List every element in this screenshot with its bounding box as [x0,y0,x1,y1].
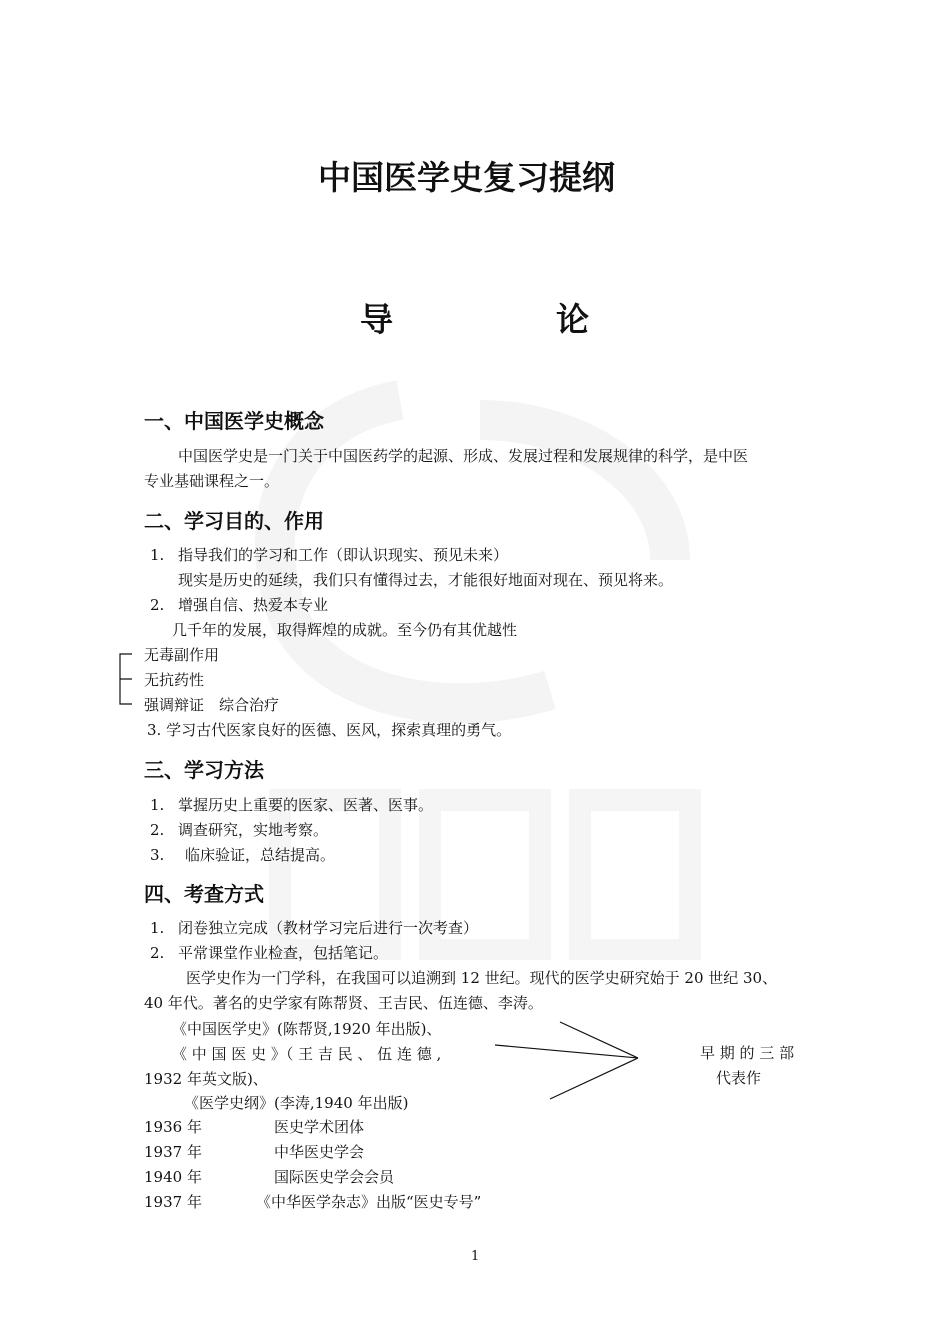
assessment-item1-number: 1. [150,919,165,937]
timeline-event-3: 国际医史学会会员 [274,1168,395,1186]
method-item2-number: 2. [150,821,165,839]
assessment-item2-number: 2. [150,944,165,962]
early-works-note-line2: 代表作 [716,1069,762,1087]
timeline-year-4: 1937 年 [144,1193,202,1211]
early-work-1: 《中国医学史》(陈帮贤,1920 年出版)、 [172,1020,442,1038]
timeline-event-2: 中华医史学会 [274,1143,365,1161]
section-heading-assessment: 四、考查方式 [144,882,264,906]
chapter-title-left: 导 [360,300,393,339]
timeline-event-1: 医史学术团体 [274,1118,365,1136]
method-item2-text: 调查研究，实地考察。 [178,821,329,839]
section-heading-concept: 一、中国医学史概念 [144,409,324,433]
bracket-item-3: 强调辩证 综合治疗 [144,696,280,714]
early-work-2-line1: 《 中 国 医 史 》（ 王 吉 民 、 伍 连 德 , [172,1045,442,1063]
timeline-event-4: 《中华医学杂志》出版“医史专号” [256,1193,482,1211]
timeline-year-3: 1940 年 [144,1168,202,1186]
history-paragraph-line2: 40 年代。著名的史学家有陈帮贤、王吉民、伍连德、李涛。 [144,994,543,1012]
history-paragraph-line1: 医学史作为一门学科，在我国可以追溯到 12 世纪。现代的医学史研究始于 20 世纪 30、 [186,969,778,987]
document-title: 中国医学史复习提纲 [318,158,615,197]
purpose-item2-text: 增强自信、热爱本专业 [178,596,329,614]
assessment-item2-text: 平常课堂作业检查，包括笔记。 [178,944,389,962]
timeline-year-2: 1937 年 [144,1143,202,1161]
assessment-item1-text: 闭卷独立完成（教材学习完后进行一次考查） [178,919,479,937]
arrow-lines [490,1015,650,1105]
method-item3-number: 3. [150,846,165,864]
bracket-item-1: 无毒副作用 [144,646,220,664]
bracket-line [118,651,138,707]
method-item1-text: 掌握历史上重要的医家、医著、医事。 [178,796,434,814]
page-number: 1 [471,1249,480,1264]
purpose-item2-number: 2. [150,596,165,614]
early-work-2-line2: 1932 年英文版)、 [144,1070,268,1088]
timeline-year-1: 1936 年 [144,1118,202,1136]
section-heading-purpose: 二、学习目的、作用 [144,509,324,533]
purpose-item3: 3. 学习古代医家良好的医德、医风，探索真理的勇气。 [147,721,512,739]
method-item3-text: 临床验证，总结提高。 [185,846,336,864]
early-works-note-line1: 早 期 的 三 部 [700,1044,795,1062]
early-work-3: 《医学史纲》(李涛,1940 年出版) [184,1094,409,1112]
concept-paragraph-line2: 专业基础课程之一。 [144,472,280,490]
method-item1-number: 1. [150,796,165,814]
bracket-item-2: 无抗药性 [144,671,205,689]
purpose-item1-detail: 现实是历史的延续，我们只有懂得过去，才能很好地面对现在、预见将来。 [178,571,674,589]
section-heading-method: 三、学习方法 [144,758,264,782]
chapter-title-right: 论 [556,300,589,339]
purpose-item1-text: 指导我们的学习和工作（即认识现实、预见未来） [178,546,509,564]
concept-paragraph-line1: 中国医学史是一门关于中国医药学的起源、形成、发展过程和发展规律的科学，是中医 [178,447,749,465]
purpose-item2-detail: 几千年的发展，取得辉煌的成就。至今仍有其优越性 [172,621,518,639]
purpose-item1-number: 1. [150,546,165,564]
